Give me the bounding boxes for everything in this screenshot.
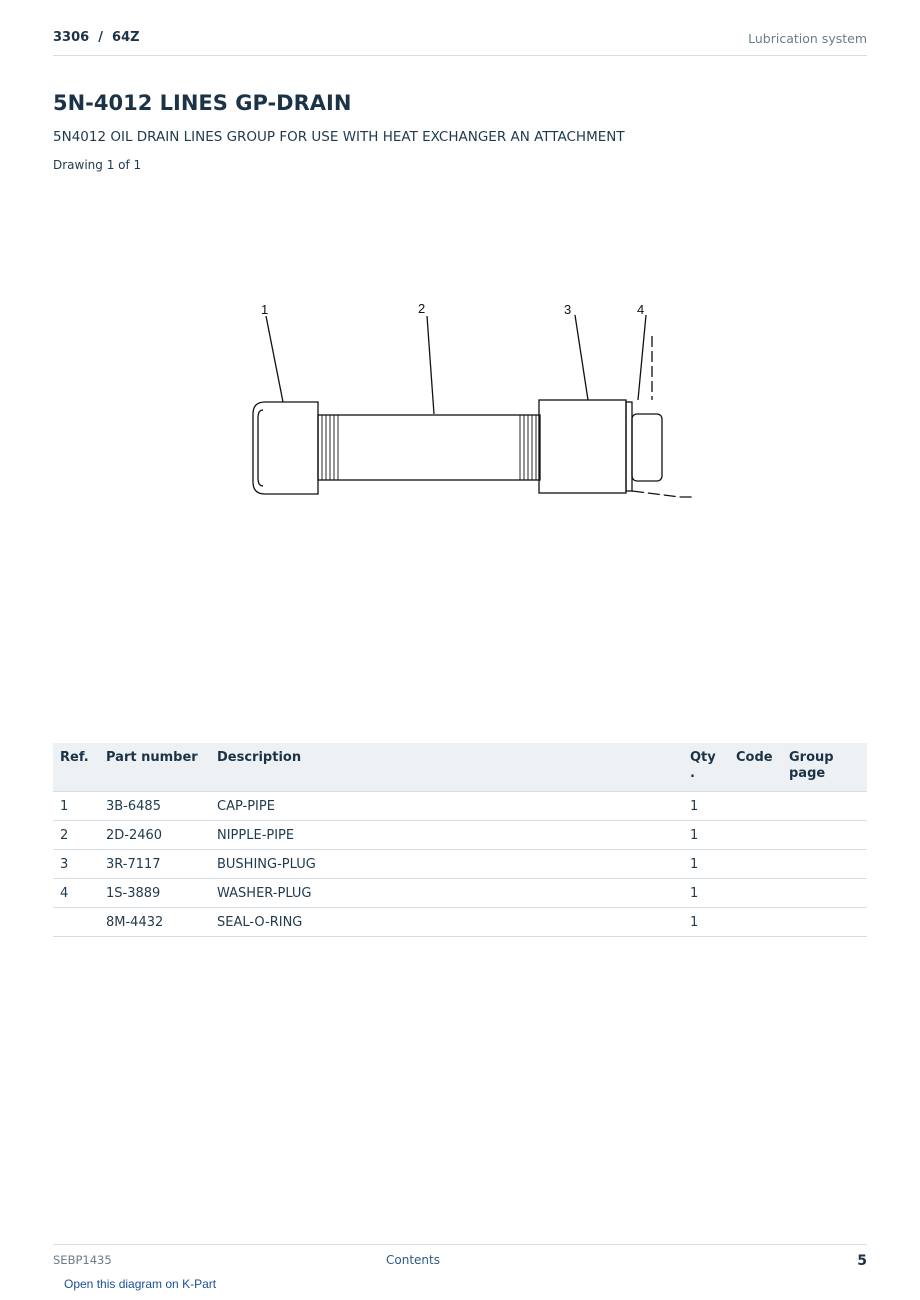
cell-code	[729, 821, 782, 850]
column-header-group-page: Group page	[782, 743, 867, 792]
footer-divider	[53, 1244, 867, 1245]
column-header-qty: Qty .	[683, 743, 729, 792]
page-number: 5	[857, 1253, 867, 1269]
cell-description: WASHER-PLUG	[210, 879, 683, 908]
cell-qty: 1	[683, 850, 729, 879]
cell-code	[729, 792, 782, 821]
page-title: 5N-4012 LINES GP-DRAIN	[53, 91, 352, 115]
document-id: SEBP1435	[53, 1253, 112, 1267]
cell-part-number: 3B-6485	[99, 792, 210, 821]
cell-group-page	[782, 850, 867, 879]
table-row	[53, 821, 867, 850]
open-diagram-kpart-link[interactable]: Open this diagram on K-Part	[64, 1277, 217, 1291]
column-header-ref: Ref.	[53, 743, 99, 792]
cell-description: CAP-PIPE	[210, 792, 683, 821]
cell-ref: 2	[53, 821, 99, 850]
cell-part-number: 2D-2460	[99, 821, 210, 850]
cell-ref: 1	[53, 792, 99, 821]
cell-qty: 1	[683, 908, 729, 937]
cell-description: SEAL-O-RING	[210, 908, 683, 937]
table-row	[53, 908, 867, 937]
cell-code	[729, 908, 782, 937]
cell-part-number: 8M-4432	[99, 908, 210, 937]
washer-plug-drawing	[626, 402, 632, 491]
bushing-plug-drawing	[539, 400, 626, 493]
page-subtitle: 5N4012 OIL DRAIN LINES GROUP FOR USE WITH HEAT EXCHANGER AN ATTACHMENT	[53, 129, 625, 145]
table-row	[53, 879, 867, 908]
contents-link[interactable]: Contents	[386, 1253, 440, 1267]
parts-diagram	[200, 200, 720, 710]
cell-group-page	[782, 792, 867, 821]
cap-pipe-drawing	[253, 402, 318, 494]
nipple-pipe-drawing	[318, 415, 540, 480]
callout-2: 2	[418, 301, 426, 316]
cell-description: NIPPLE-PIPE	[210, 821, 683, 850]
cell-qty: 1	[683, 879, 729, 908]
callout-4: 4	[637, 302, 645, 317]
drawing-count: Drawing 1 of 1	[53, 158, 142, 172]
column-header-part-number: Part number	[99, 743, 210, 792]
column-header-code: Code	[729, 743, 782, 792]
cell-part-number: 3R-7117	[99, 850, 210, 879]
table-header-row	[53, 743, 867, 792]
cell-description: BUSHING-PLUG	[210, 850, 683, 879]
callout-3: 3	[564, 302, 572, 317]
cell-code	[729, 850, 782, 879]
cell-code	[729, 879, 782, 908]
breadcrumb: 3306 / 64Z	[53, 30, 140, 45]
page-header	[53, 28, 867, 56]
cell-part-number: 1S-3889	[99, 879, 210, 908]
cell-qty: 1	[683, 821, 729, 850]
parts-table	[53, 743, 867, 937]
cell-ref	[53, 908, 99, 937]
cell-group-page	[782, 879, 867, 908]
callout-1: 1	[261, 302, 269, 317]
cell-ref: 3	[53, 850, 99, 879]
cell-ref: 4	[53, 879, 99, 908]
cell-group-page	[782, 821, 867, 850]
cell-qty: 1	[683, 792, 729, 821]
column-header-description: Description	[210, 743, 683, 792]
cell-group-page	[782, 908, 867, 937]
table-row	[53, 850, 867, 879]
section-name: Lubrication system	[748, 31, 867, 46]
table-row	[53, 792, 867, 821]
